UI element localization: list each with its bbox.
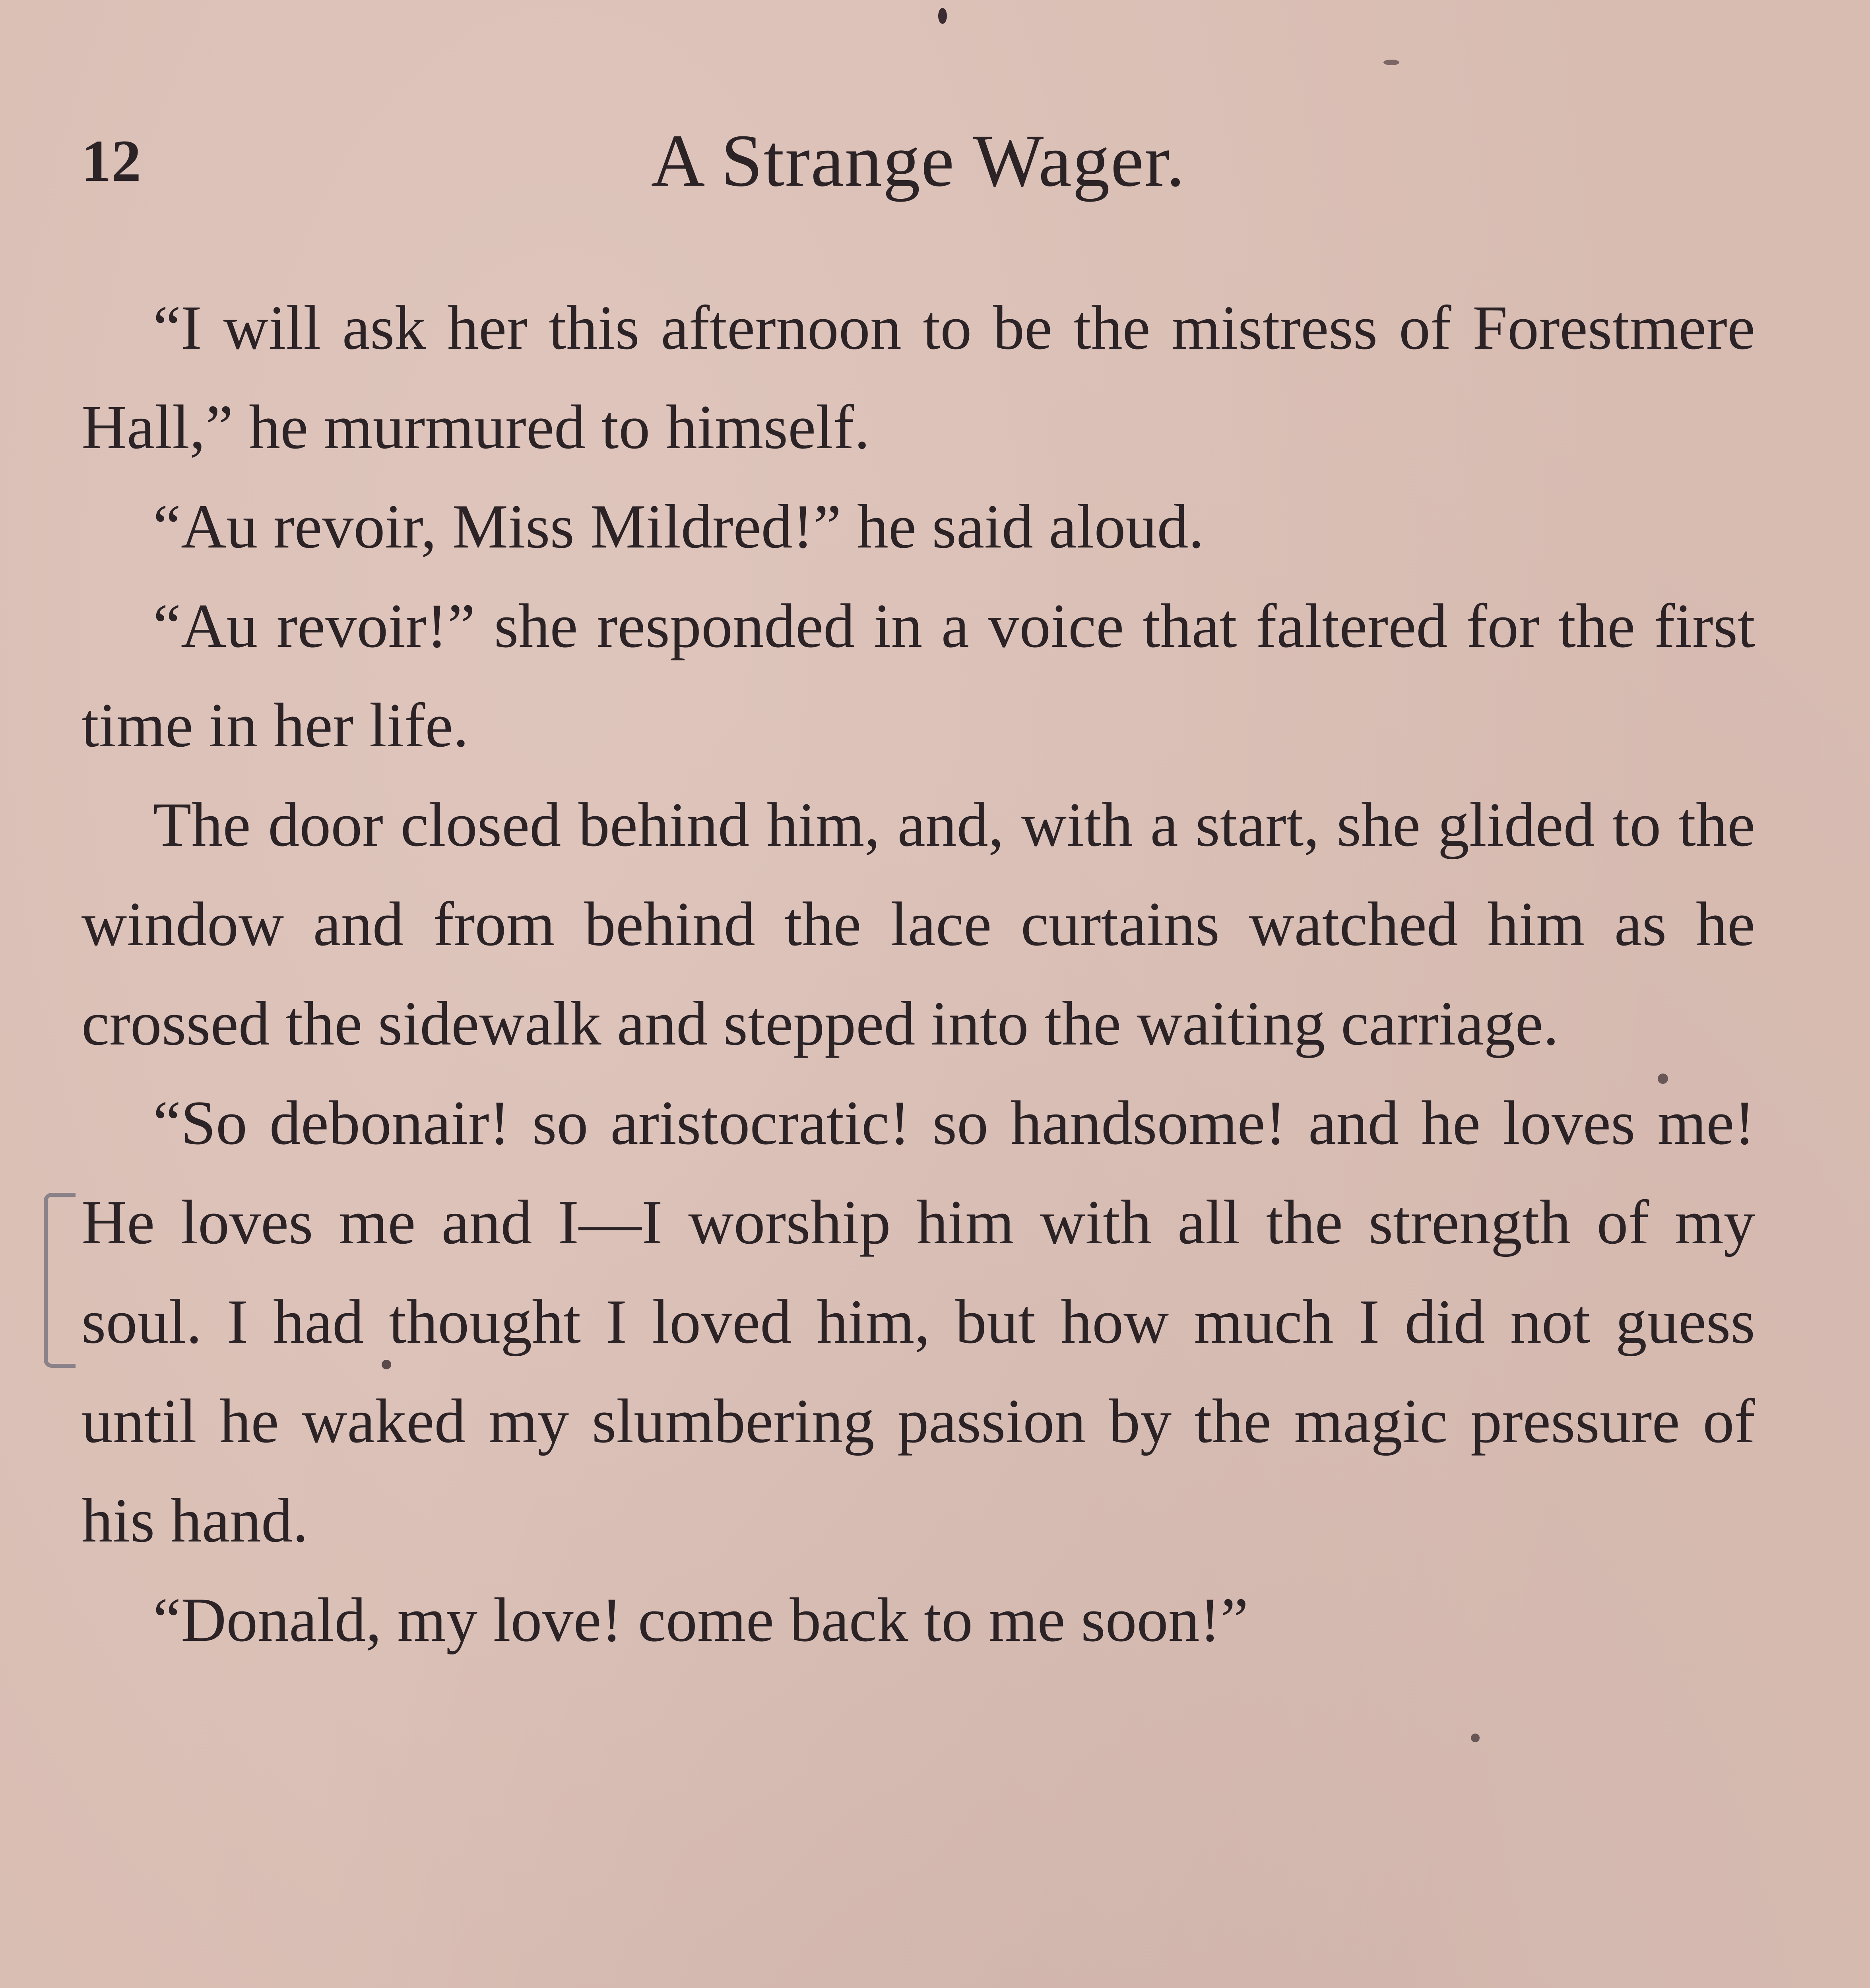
ink-speck	[382, 1360, 391, 1369]
paragraph: “Donald, my love! come back to me soon!”	[153, 1585, 1249, 1655]
ink-speck	[938, 8, 947, 24]
ink-speck	[1658, 1074, 1668, 1084]
paragraph: “Au revoir!” she responded in a voice that faltered for the first time in her life.	[81, 591, 1755, 760]
running-title: A Strange Wager.	[651, 119, 1186, 202]
paragraph: “Au revoir, Miss Mildred!” he said aloud.	[153, 492, 1204, 561]
page-header	[81, 119, 1755, 219]
page-number: 12	[81, 128, 141, 194]
paragraph: “So debonair! so aristocratic! so handsome! and he loves me! He loves me and I—I worship him with all the strength of my soul. I had thought I loved him, but how much I did not guess until he waked my slumbering passion by the magic pressure of his hand.	[81, 1088, 1755, 1555]
margin-bracket-mark	[44, 1193, 76, 1368]
ink-speck	[1383, 60, 1399, 65]
paragraph: “I will ask her this afternoon to be the mistress of Forestmere Hall,” he murmured to himself.	[81, 293, 1755, 462]
body-text	[81, 278, 1755, 1670]
ink-speck	[1471, 1734, 1480, 1742]
paragraph: The door closed behind him, and, with a start, she glided to the window and from behind the lace curtains watched him as he crossed the sidewalk and stepped into the waiting carriage.	[81, 790, 1755, 1058]
